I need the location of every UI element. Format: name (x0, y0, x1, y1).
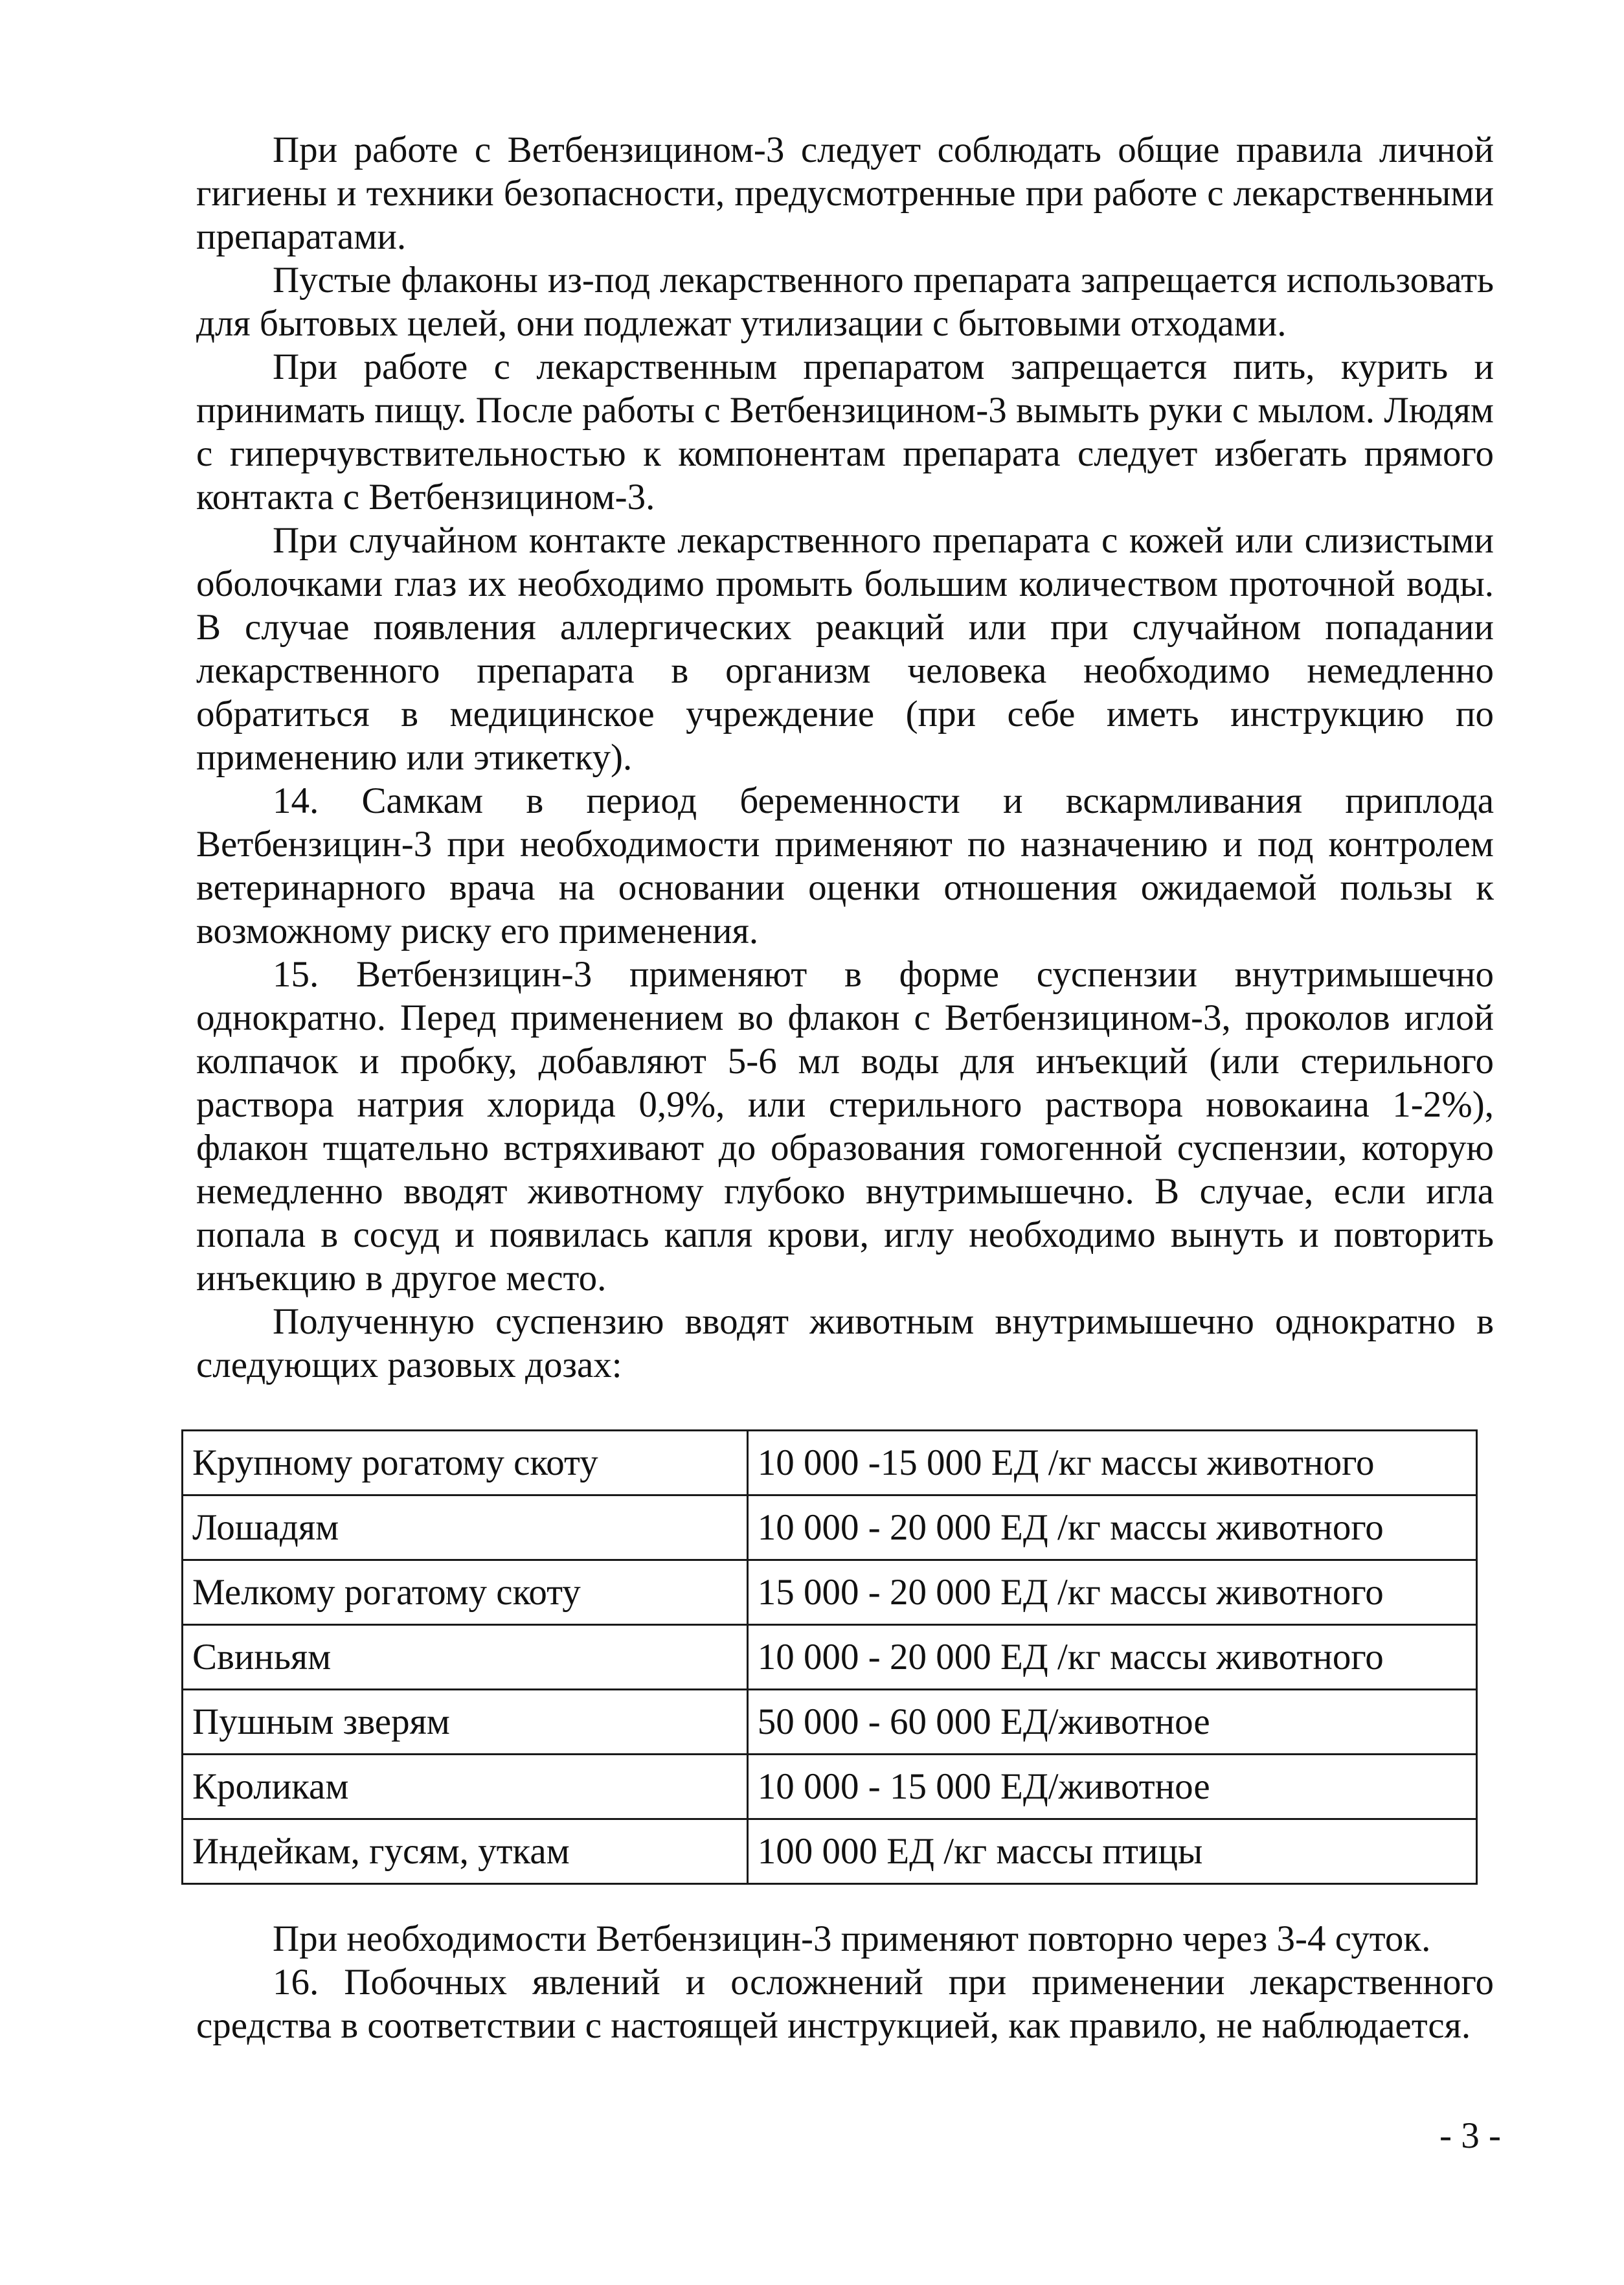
table-row (183, 1625, 1477, 1690)
animal-cell: Пушным зверям (183, 1690, 748, 1755)
dose-cell: 10 000 -15 000 ЕД /кг массы животного (747, 1431, 1476, 1495)
dose-cell: 10 000 - 15 000 ЕД/животное (747, 1755, 1476, 1819)
animal-cell: Индейкам, гусям, уткам (183, 1819, 748, 1884)
animal-cell: Кроликам (183, 1755, 748, 1819)
dose-table (181, 1429, 1478, 1885)
paragraph-vials-disposal: Пустые флаконы из-под лекарственного препарата запрещается использовать для бытовых целей, они подлежат утилизации с бытовыми отходами. (196, 260, 1494, 344)
paragraph-dose-intro: Полученную суспензию вводят животным внутримышечно однократно в следующих разовых дозах: (196, 1301, 1494, 1385)
table-row (183, 1431, 1477, 1495)
animal-cell: Лошадям (183, 1495, 748, 1560)
paragraph-item-14: 14. Самкам в период беременности и вскармливания приплода Ветбензицин-3 при необходимости применяют по назначению и под контролем ветеринарного врача на основании оценки отношения ожидаемой пользы к возможному риску его применения. (196, 780, 1494, 951)
table-row (183, 1755, 1477, 1819)
table-row (183, 1690, 1477, 1755)
paragraph-accidental-contact: При случайном контакте лекарственного препарата с кожей или слизистыми оболочками глаз их необходимо промыть большим количеством проточной воды. В случае появления аллергических реакций или при случайном попадании лекарственного препарата в организм человека необходимо немедленно обратиться в медицинское учреждение (при себе иметь инструкцию по применению или этикетку). (196, 520, 1494, 778)
table-row (183, 1560, 1477, 1625)
dose-cell: 15 000 - 20 000 ЕД /кг массы животного (747, 1560, 1476, 1625)
paragraph-hygiene: При работе с Ветбензицином-3 следует соблюдать общие правила личной гигиены и техники безопасности, предусмотренные при работе с лекарственными препаратами. (196, 130, 1494, 257)
text-block-top (196, 128, 1494, 1387)
page-number: - 3 - (1439, 2115, 1501, 2156)
dose-cell: 10 000 - 20 000 ЕД /кг массы животного (747, 1625, 1476, 1690)
paragraph-item-16: 16. Побочных явлений и осложнений при применении лекарственного средства в соответствии с настоящей инструкцией, как правило, не наблюдается. (196, 1962, 1494, 2046)
dose-cell: 50 000 - 60 000 ЕД/животное (747, 1690, 1476, 1755)
table-row (183, 1819, 1477, 1884)
animal-cell: Крупному рогатому скоту (183, 1431, 748, 1495)
paragraph-repeat-dose: При необходимости Ветбензицин-3 применяют повторно через 3-4 суток. (273, 1918, 1431, 1959)
text-block-bottom (196, 1917, 1494, 2047)
animal-cell: Мелкому рогатому скоту (183, 1560, 748, 1625)
paragraph-item-15: 15. Ветбензицин-3 применяют в форме суспензии внутримышечно однократно. Перед применением во флакон с Ветбензицином-3, проколов иглой колпачок и пробку, добавляют 5-6 мл воды для инъекций (или стерильного раствора натрия хлорида 0,9%, или стерильного раствора новокаина 1-2%), флакон тщательно встряхивают до образования гомогенной суспензии, которую немедленно вводят животному глубоко внутримышечно. В случае, если игла попала в сосуд и появилась капля крови, иглу необходимо вынуть и повторить инъекцию в другое место. (196, 954, 1494, 1299)
dose-cell: 100 000 ЕД /кг массы птицы (747, 1819, 1476, 1884)
animal-cell: Свиньям (183, 1625, 748, 1690)
paragraph-work-precautions: При работе с лекарственным препаратом запрещается пить, курить и принимать пищу. После работы с Ветбензицином-3 вымыть руки с мылом. Людям с гиперчувствительностью к компонентам препарата следует избегать прямого контакта с Ветбензицином-3. (196, 347, 1494, 517)
dose-cell: 10 000 - 20 000 ЕД /кг массы животного (747, 1495, 1476, 1560)
table-row (183, 1495, 1477, 1560)
